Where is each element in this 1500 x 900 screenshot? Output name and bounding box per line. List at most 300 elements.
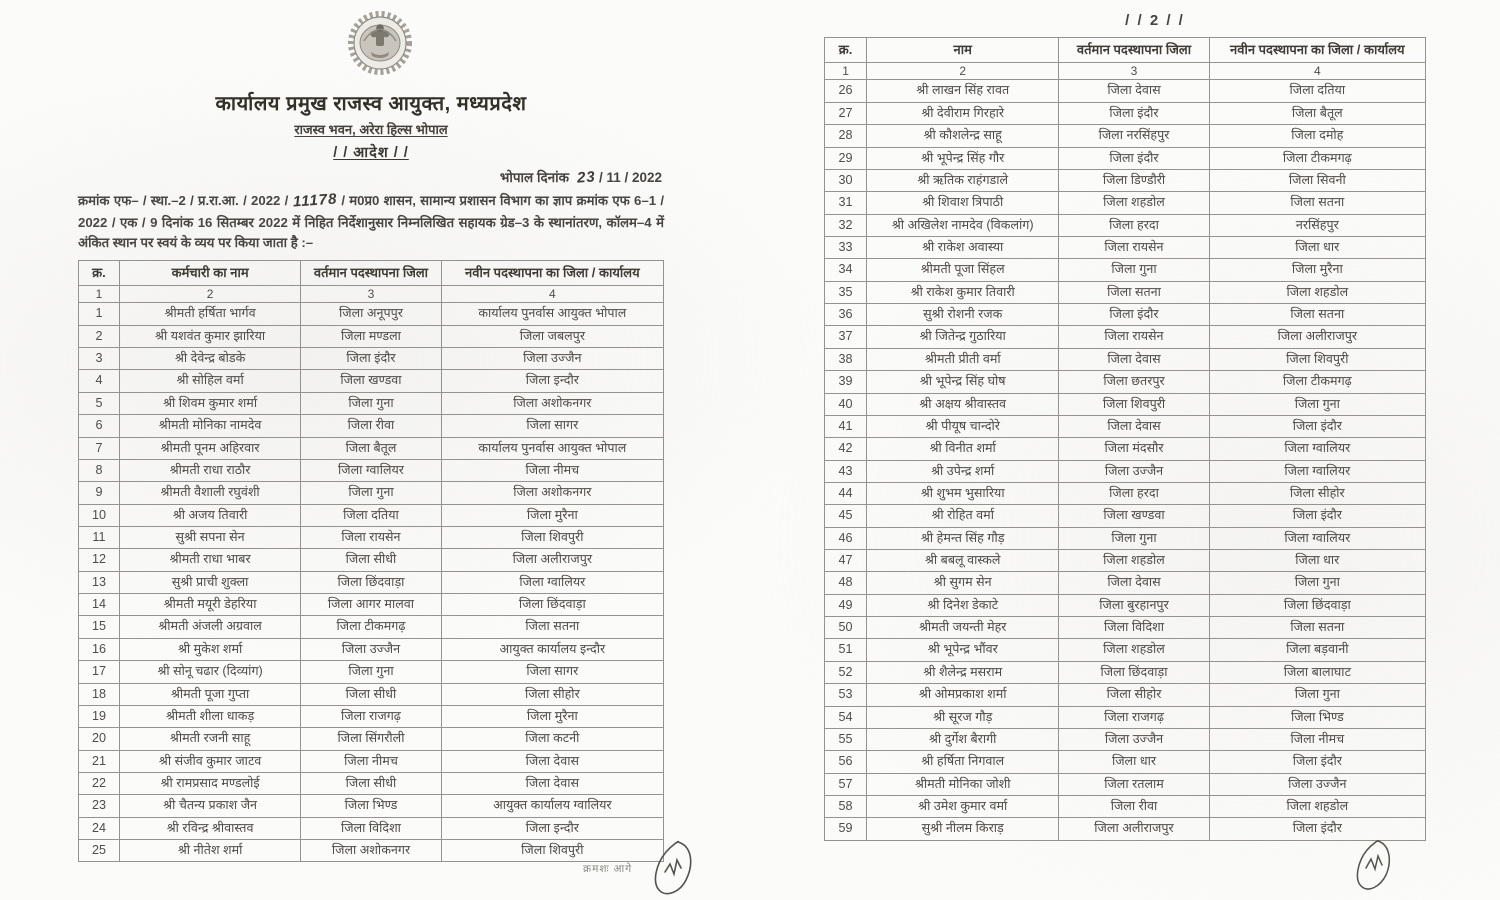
table-cell: जिला इंदौर — [1209, 505, 1425, 527]
table-cell: 47 — [825, 550, 867, 572]
table-cell: जिला रीवा — [1059, 795, 1209, 817]
table-row — [825, 326, 1426, 348]
table-cell: जिला सतना — [1059, 281, 1209, 303]
table-cell: 18 — [79, 683, 120, 705]
table-cell: जिला भिण्ड — [1209, 706, 1425, 728]
table-cell: श्री दुर्गेश बैरागी — [867, 728, 1059, 750]
table-cell: जिला देवास — [441, 750, 663, 772]
table-row — [79, 482, 664, 504]
table-cell: जिला उज्जैन — [1059, 728, 1209, 750]
table-row — [79, 459, 664, 481]
table-cell: जिला ग्वालियर — [1209, 460, 1425, 482]
column-header-serial: क्र. — [825, 38, 867, 63]
table-cell: जिला नरसिंहपुर — [1059, 125, 1209, 147]
table-cell: 6 — [79, 415, 120, 437]
table-cell: श्री चैतन्य प्रकाश जैन — [119, 795, 300, 817]
table-row — [825, 125, 1426, 147]
table-cell: 37 — [825, 326, 867, 348]
table-cell: श्री अक्षय श्रीवास्तव — [867, 393, 1059, 415]
table-cell: जिला आगर मालवा — [301, 594, 441, 616]
table-cell: 9 — [79, 482, 120, 504]
table-cell: जिला सिवनी — [1209, 169, 1425, 191]
table-cell: जिला भिण्ड — [301, 795, 441, 817]
table-cell: 17 — [79, 661, 120, 683]
page-2 — [824, 0, 1426, 841]
table-row — [79, 705, 664, 727]
document-header — [78, 0, 664, 162]
table-cell: श्री शिवाश त्रिपाठी — [867, 192, 1059, 214]
table-cell: जिला इंदौर — [1209, 818, 1425, 840]
table-cell: जिला मुरैना — [441, 705, 663, 727]
table-cell: जिला रायसेन — [301, 527, 441, 549]
table-cell: 52 — [825, 661, 867, 683]
table-cell: श्रीमती मयूरी डेहरिया — [119, 594, 300, 616]
table-row — [825, 684, 1426, 706]
ref-text-before: क्रमांक एफ– / स्था.–2 / प्र.रा.आ. / 2022 / — [78, 193, 293, 208]
table-cell: 28 — [825, 125, 867, 147]
office-title: कार्यालय प्रमुख राजस्व आयुक्त, मध्यप्रदेश — [215, 93, 527, 115]
table-cell: जिला सीधी — [301, 683, 441, 705]
table-cell: जिला सतना — [441, 616, 663, 638]
column-header-current: वर्तमान पदस्थापना जिला — [1059, 38, 1209, 63]
table-cell: श्री जितेन्द्र गुठारिया — [867, 326, 1059, 348]
table-cell: जिला खण्डवा — [1059, 505, 1209, 527]
table-cell: 15 — [79, 616, 120, 638]
table-cell: जिला शिवपुरी — [1209, 348, 1425, 370]
table-cell: जिला गुना — [1209, 684, 1425, 706]
table-cell: श्रीमती हर्षिता भार्गव — [119, 303, 300, 325]
table-row — [825, 438, 1426, 460]
table-cell: श्रीमती रजनी साहू — [119, 728, 300, 750]
table-cell: जिला देवास — [1059, 80, 1209, 102]
table-row — [825, 304, 1426, 326]
table-cell: जिला छतरपुर — [1059, 371, 1209, 393]
table-row — [825, 348, 1426, 370]
table-cell: 27 — [825, 102, 867, 124]
table-cell: 55 — [825, 728, 867, 750]
table-cell: श्रीमती वैशाली रघुवंशी — [119, 482, 300, 504]
table-row — [79, 772, 664, 794]
table-cell: जिला सीहोर — [1209, 482, 1425, 504]
table-cell: जिला इंदौर — [1059, 147, 1209, 169]
transfer-table-page2 — [824, 37, 1426, 841]
column-header-new: नवीन पदस्थापना का जिला / कार्यालय — [441, 260, 663, 285]
table-cell: श्री सोनू चढार (दिव्यांग) — [119, 661, 300, 683]
table-row — [79, 638, 664, 660]
table-cell: जिला अलीराजपुर — [1059, 818, 1209, 840]
table-cell: जिला शहडोल — [1059, 192, 1209, 214]
column-number-row — [825, 62, 1426, 80]
table-cell: जिला बालाघाट — [1209, 661, 1425, 683]
table-cell: जिला इंदौर — [1059, 304, 1209, 326]
table-row — [79, 504, 664, 526]
table-cell: जिला रीवा — [301, 415, 441, 437]
table-row — [825, 527, 1426, 549]
table-cell: जिला बुरहानपुर — [1059, 594, 1209, 616]
table-cell: जिला ग्वालियर — [1209, 438, 1425, 460]
table-row — [79, 817, 664, 839]
table-cell: श्री कौशलेन्द्र साहू — [867, 125, 1059, 147]
table-cell: 43 — [825, 460, 867, 482]
table-cell: श्री अजय तिवारी — [119, 504, 300, 526]
table-row — [79, 840, 664, 862]
table-cell: जिला इन्दौर — [441, 817, 663, 839]
table-row — [825, 415, 1426, 437]
table-row — [825, 818, 1426, 840]
table-row — [79, 661, 664, 683]
table-row — [825, 505, 1426, 527]
column-number: 2 — [119, 285, 300, 303]
column-number: 4 — [1209, 62, 1425, 80]
table-cell: जिला उज्जैन — [441, 348, 663, 370]
table-cell: जिला टीकमगढ़ — [1209, 371, 1425, 393]
table-cell: जिला ग्वालियर — [1209, 527, 1425, 549]
table-row — [79, 683, 664, 705]
table-cell: जिला डिण्डौरी — [1059, 169, 1209, 191]
table-cell: सुश्री नीलम किराड़ — [867, 818, 1059, 840]
table-cell: श्री रोहित वर्मा — [867, 505, 1059, 527]
column-number: 1 — [825, 62, 867, 80]
table-cell: 16 — [79, 638, 120, 660]
table-cell: जिला गुना — [301, 392, 441, 414]
table-row — [79, 370, 664, 392]
signature-scribble-icon — [648, 838, 698, 900]
table-cell: जिला ग्वालियर — [441, 571, 663, 593]
table-row — [825, 795, 1426, 817]
table-cell: जिला कटनी — [441, 728, 663, 750]
table-row — [825, 550, 1426, 572]
table-cell: श्रीमती राधा भाबर — [119, 549, 300, 571]
table-cell: जिला देवास — [1059, 415, 1209, 437]
table-cell: 7 — [79, 437, 120, 459]
table-cell: श्रीमती राधा राठौर — [119, 459, 300, 481]
table-cell: जिला अशोकनगर — [441, 482, 663, 504]
table-cell: 11 — [79, 527, 120, 549]
table-cell: जिला नीमच — [301, 750, 441, 772]
table-cell: जिला गुना — [1209, 393, 1425, 415]
table-cell: कार्यालय पुनर्वास आयुक्त भोपाल — [441, 437, 663, 459]
table-cell: 48 — [825, 572, 867, 594]
table-cell: जिला दमोह — [1209, 125, 1425, 147]
table-cell: जिला शहडोल — [1209, 795, 1425, 817]
table-cell: श्री ऋतिक राहंगडाले — [867, 169, 1059, 191]
table-row — [825, 482, 1426, 504]
table-cell: श्री शैलेन्द्र मसराम — [867, 661, 1059, 683]
table-cell: 54 — [825, 706, 867, 728]
table-row — [825, 147, 1426, 169]
table-cell: जिला शिवपुरी — [441, 840, 663, 862]
table-cell: 59 — [825, 818, 867, 840]
table-cell: 36 — [825, 304, 867, 326]
column-number: 3 — [1059, 62, 1209, 80]
table-cell: श्री भूपेन्द्र सिंह घोष — [867, 371, 1059, 393]
table-cell: जिला उज्जैन — [301, 638, 441, 660]
table-cell: जिला शहडोल — [1059, 639, 1209, 661]
table-cell: 22 — [79, 772, 120, 794]
table-row — [825, 102, 1426, 124]
table-row — [79, 527, 664, 549]
table-cell: 44 — [825, 482, 867, 504]
table-cell: जिला सीहोर — [441, 683, 663, 705]
order-heading: / / आदेश / / — [333, 145, 409, 161]
table-cell: जिला सीहोर — [1059, 684, 1209, 706]
table-row — [825, 773, 1426, 795]
table-cell: श्रीमती शीला धाकड़ — [119, 705, 300, 727]
table-cell: श्री हेमन्त सिंह गौड़ — [867, 527, 1059, 549]
column-header-name: नाम — [867, 38, 1059, 63]
table-row — [79, 348, 664, 370]
table-cell: जिला मंदसौर — [1059, 438, 1209, 460]
handwritten-date: 23 — [575, 168, 596, 187]
ref-text-after: / म0प्र0 शासन, सामान्य प्रशासन विभाग का ज्ञाप क्रमांक एफ 6–1 / 2022 / एक / 9 दिनांक 16 सितम्बर 2022 में निहित निर्देशानुसार निम्नलिखित सहायक ग्रेड–3 के स्थानांतरण, कॉलम–4 में अंकित स्थान पर स्वयं के व्यय पर किया जाता है :– — [78, 193, 664, 250]
table-cell: सुश्री रोशनी रजक — [867, 304, 1059, 326]
table-cell: 29 — [825, 147, 867, 169]
table-cell: श्री मुकेश शर्मा — [119, 638, 300, 660]
table-cell: जिला खण्डवा — [301, 370, 441, 392]
column-number: 4 — [441, 285, 663, 303]
table-row — [825, 192, 1426, 214]
table-row — [825, 259, 1426, 281]
table-cell: जिला गुना — [1209, 572, 1425, 594]
table-cell: जिला नीमच — [1209, 728, 1425, 750]
table-row — [825, 706, 1426, 728]
table-row — [825, 617, 1426, 639]
table-cell: जिला अनूपपुर — [301, 303, 441, 325]
table-row — [79, 437, 664, 459]
table-cell: जिला बैतूल — [301, 437, 441, 459]
table-cell: श्रीमती अंजली अग्रवाल — [119, 616, 300, 638]
column-number: 2 — [867, 62, 1059, 80]
table-cell: नरसिंहपुर — [1209, 214, 1425, 236]
table-cell: जिला इंदौर — [1209, 751, 1425, 773]
table-cell: श्री हर्षिता निगवाल — [867, 751, 1059, 773]
table-cell: 2 — [79, 325, 120, 347]
table-cell: जिला हरदा — [1059, 214, 1209, 236]
column-header-serial: क्र. — [79, 260, 120, 285]
table-row — [825, 214, 1426, 236]
table-cell: जिला शहडोल — [1059, 550, 1209, 572]
table-row — [825, 572, 1426, 594]
table-cell: 57 — [825, 773, 867, 795]
table-cell: 34 — [825, 259, 867, 281]
table-cell: जिला दतिया — [301, 504, 441, 526]
table-cell: जिला छिंदवाड़ा — [441, 594, 663, 616]
table-cell: 21 — [79, 750, 120, 772]
table-cell: जिला इंदौर — [301, 348, 441, 370]
table-cell: श्री उपेन्द्र शर्मा — [867, 460, 1059, 482]
table-cell: जिला विदिशा — [1059, 617, 1209, 639]
table-row — [825, 728, 1426, 750]
table-cell: जिला अशोकनगर — [301, 840, 441, 862]
column-header-name: कर्मचारी का नाम — [119, 260, 300, 285]
table-cell: जिला मुरैना — [441, 504, 663, 526]
table-cell: जिला मुरैना — [1209, 259, 1425, 281]
table-cell: जिला शहडोल — [1209, 281, 1425, 303]
table-row — [825, 281, 1426, 303]
table-cell: जिला देवास — [1059, 348, 1209, 370]
table-row — [79, 795, 664, 817]
table-cell: 46 — [825, 527, 867, 549]
table-cell: 23 — [79, 795, 120, 817]
table-cell: श्रीमती प्रीती वर्मा — [867, 348, 1059, 370]
table-cell: जिला सीधी — [301, 772, 441, 794]
table-cell: श्री देवीराम गिरहारे — [867, 102, 1059, 124]
table-row — [825, 661, 1426, 683]
table-cell: 14 — [79, 594, 120, 616]
table-cell: 25 — [79, 840, 120, 862]
table-cell: जिला टीकमगढ़ — [1209, 147, 1425, 169]
table-cell: जिला छिंदवाड़ा — [1059, 661, 1209, 683]
table-cell: 53 — [825, 684, 867, 706]
table-row — [79, 549, 664, 571]
table-cell: 13 — [79, 571, 120, 593]
table-cell: जिला बड़वानी — [1209, 639, 1425, 661]
page-number: / / 2 / / — [1125, 12, 1185, 29]
table-cell: जिला इंदौर — [1059, 102, 1209, 124]
table-cell: 56 — [825, 751, 867, 773]
table-cell: 39 — [825, 371, 867, 393]
signature-scribble-icon — [1352, 838, 1396, 899]
place-date-line — [78, 168, 664, 186]
table-cell: श्रीमती पूजा गुप्ता — [119, 683, 300, 705]
table-cell: 49 — [825, 594, 867, 616]
table-cell: जिला उज्जैन — [1209, 773, 1425, 795]
table-cell: श्री ओमप्रकाश शर्मा — [867, 684, 1059, 706]
table-cell: 32 — [825, 214, 867, 236]
column-number: 1 — [79, 285, 120, 303]
table-cell: जिला अलीराजपुर — [441, 549, 663, 571]
table-cell: जिला रतलाम — [1059, 773, 1209, 795]
column-header-new: नवीन पदस्थापना का जिला / कार्यालय — [1209, 38, 1425, 63]
table-cell: श्री यशवंत कुमार झारिया — [119, 325, 300, 347]
table-cell: श्री भूपेन्द्र सिंह गौर — [867, 147, 1059, 169]
table-cell: श्री उमेश कुमार वर्मा — [867, 795, 1059, 817]
table-header-row — [825, 38, 1426, 63]
table-cell: जिला सतना — [1209, 304, 1425, 326]
table-cell: 45 — [825, 505, 867, 527]
table-cell: सुश्री प्राची शुक्ला — [119, 571, 300, 593]
table-cell: जिला विदिशा — [301, 817, 441, 839]
table-cell: 30 — [825, 169, 867, 191]
table-row — [79, 594, 664, 616]
table-cell: श्री देवेन्द्र बोडके — [119, 348, 300, 370]
table-row — [825, 80, 1426, 102]
table-row — [825, 393, 1426, 415]
table-cell: श्री सोहिल वर्मा — [119, 370, 300, 392]
table-cell: 3 — [79, 348, 120, 370]
table-cell: जिला छिंदवाड़ा — [1209, 594, 1425, 616]
column-header-current: वर्तमान पदस्थापना जिला — [301, 260, 441, 285]
table-row — [79, 728, 664, 750]
table-cell: जिला अशोकनगर — [441, 392, 663, 414]
table-cell: 1 — [79, 303, 120, 325]
table-row — [79, 750, 664, 772]
table-cell: 12 — [79, 549, 120, 571]
table-cell: 10 — [79, 504, 120, 526]
table-row — [825, 371, 1426, 393]
table-cell: जिला टीकमगढ़ — [301, 616, 441, 638]
table-cell: जिला शिवपुरी — [441, 527, 663, 549]
table-cell: श्री शुभम भुसारिया — [867, 482, 1059, 504]
table-cell: जिला गुना — [1059, 527, 1209, 549]
table-cell: जिला देवास — [1059, 572, 1209, 594]
table-cell: 40 — [825, 393, 867, 415]
table-row — [825, 169, 1426, 191]
table-cell: श्री रविन्द्र श्रीवास्तव — [119, 817, 300, 839]
table-cell: 24 — [79, 817, 120, 839]
table-row — [825, 460, 1426, 482]
table-cell: जिला शिवपुरी — [1059, 393, 1209, 415]
table-cell: श्री नीतेश शर्मा — [119, 840, 300, 862]
table-cell: जिला दतिया — [1209, 80, 1425, 102]
table-cell: 33 — [825, 237, 867, 259]
table-cell: 20 — [79, 728, 120, 750]
table-cell: श्री दिनेश डेकाटे — [867, 594, 1059, 616]
table-cell: जिला राजगढ़ — [301, 705, 441, 727]
date-label: भोपाल दिनांक — [499, 170, 569, 185]
table-cell: 58 — [825, 795, 867, 817]
table-header-row — [79, 260, 664, 285]
table-cell: जिला बैतूल — [1209, 102, 1425, 124]
table-cell: श्रीमती मोनिका नामदेव — [119, 415, 300, 437]
table-cell: श्री शिवम कुमार शर्मा — [119, 392, 300, 414]
table-cell: 41 — [825, 415, 867, 437]
table-cell: श्री विनीत शर्मा — [867, 438, 1059, 460]
table-cell: जिला मण्डला — [301, 325, 441, 347]
table-cell: श्री संजीव कुमार जाटव — [119, 750, 300, 772]
table-row — [825, 751, 1426, 773]
table-cell: आयुक्त कार्यालय ग्वालियर — [441, 795, 663, 817]
table-cell: जिला देवास — [441, 772, 663, 794]
date-rest: / 11 / 2022 — [595, 170, 662, 185]
table-cell: 26 — [825, 80, 867, 102]
table-row — [79, 303, 664, 325]
table-row — [79, 616, 664, 638]
column-number: 3 — [301, 285, 441, 303]
table-cell: सुश्री सपना सेन — [119, 527, 300, 549]
table-cell: 4 — [79, 370, 120, 392]
table-cell: आयुक्त कार्यालय इन्दौर — [441, 638, 663, 660]
table-cell: जिला राजगढ़ — [1059, 706, 1209, 728]
column-number-row — [79, 285, 664, 303]
table-cell: 8 — [79, 459, 120, 481]
table-cell: जिला नीमच — [441, 459, 663, 481]
table-cell: श्री रामप्रसाद मण्डलोई — [119, 772, 300, 794]
table-row — [79, 392, 664, 414]
table-cell: 19 — [79, 705, 120, 727]
table-cell: जिला अलीराजपुर — [1209, 326, 1425, 348]
table-cell: 35 — [825, 281, 867, 303]
table-cell: कार्यालय पुनर्वास आयुक्त भोपाल — [441, 303, 663, 325]
table-cell: जिला सिंगरौली — [301, 728, 441, 750]
table-cell: जिला रायसेन — [1059, 237, 1209, 259]
table-cell: जिला गुना — [301, 661, 441, 683]
table-cell: श्रीमती पूजा सिंहल — [867, 259, 1059, 281]
table-cell: श्री बबलू वास्कले — [867, 550, 1059, 572]
table-cell: श्री सूरज गौड़ — [867, 706, 1059, 728]
table-cell: जिला छिंदवाड़ा — [301, 571, 441, 593]
table-cell: जिला धार — [1209, 237, 1425, 259]
table-cell: 38 — [825, 348, 867, 370]
table-cell: जिला धार — [1209, 550, 1425, 572]
table-cell: जिला इन्दौर — [441, 370, 663, 392]
page-1 — [78, 0, 664, 862]
table-row — [79, 325, 664, 347]
table-row — [825, 594, 1426, 616]
table-cell: जिला सतना — [1209, 192, 1425, 214]
table-cell: जिला धार — [1059, 751, 1209, 773]
table-cell: श्री भूपेन्द्र भौंवर — [867, 639, 1059, 661]
